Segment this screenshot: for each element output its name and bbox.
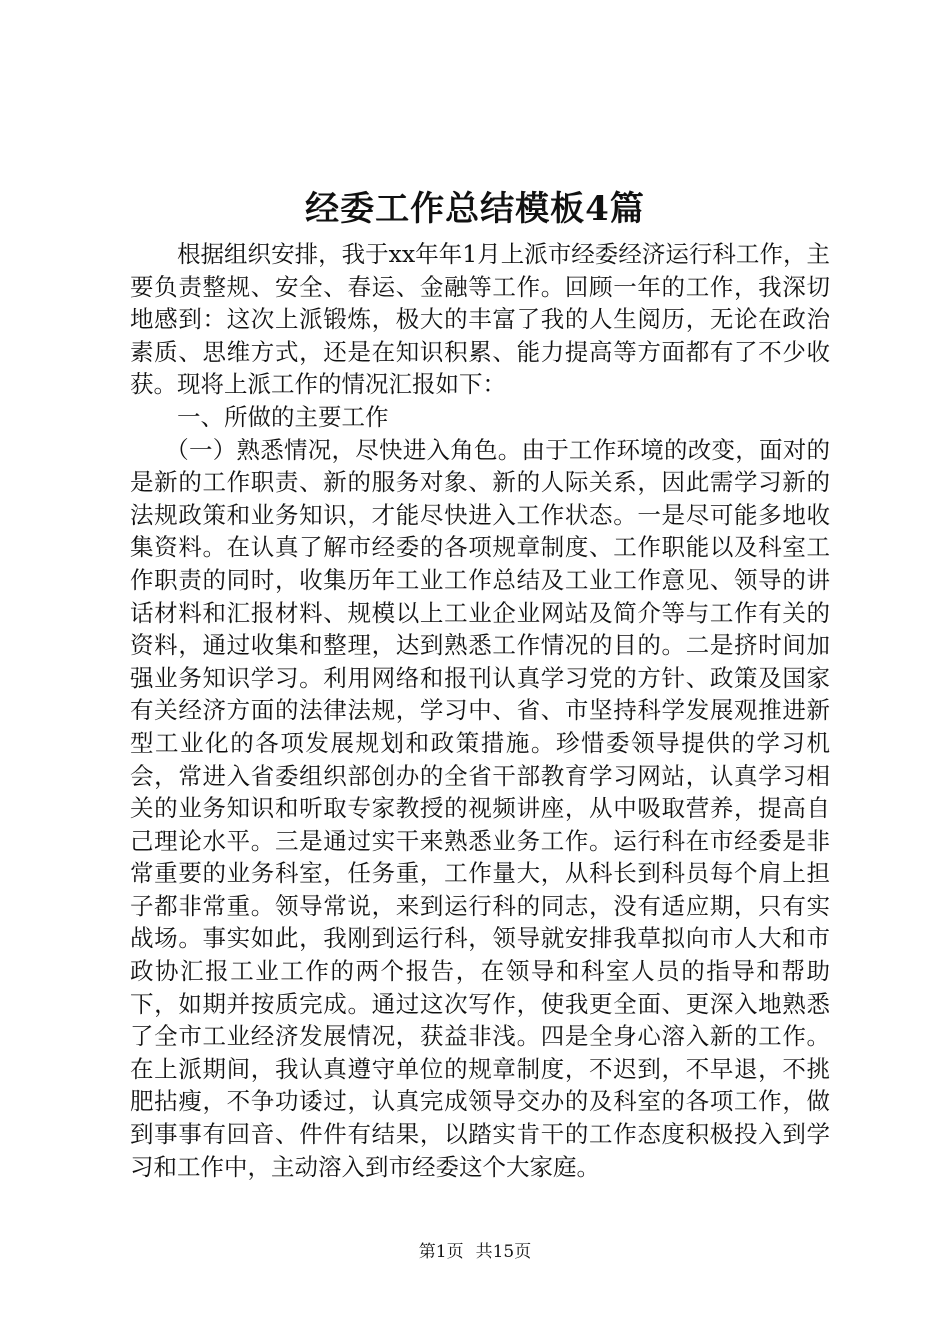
page-total: 共15页 bbox=[475, 1242, 532, 1262]
intro-paragraph: 根据组织安排，我于xx年年1月上派市经委经济运行科工作，主要负责整规、安全、春运、金融等工作。回顾一年的工作，我深切地感到：这次上派锻炼，极大的丰富了我的人生阅历，无论在政治素质、思维方式，还是在知识积累、能力提高等方面都有了不少收获。现将上派工作的情况汇报如下： bbox=[130, 240, 830, 399]
page-footer bbox=[0, 1240, 950, 1264]
section-heading: 一、所做的主要工作 bbox=[177, 402, 389, 431]
document-body bbox=[130, 238, 830, 1183]
document-title: 经委工作总结模板4篇 bbox=[305, 189, 645, 229]
subsection-paragraph: （一）熟悉情况，尽快进入角色。由于工作环境的改变，面对的是新的工作职责、新的服务对象、新的人际关系，因此需学习新的法规政策和业务知识，才能尽快进入工作状态。一是尽可能多地收集资料。在认真了解市经委的各项规章制度、工作职能以及科室工作职责的同时，收集历年工业工作总结及工业工作意见、领导的讲话材料和汇报材料、规模以上工业企业网站及简介等与工作有关的资料，通过收集和整理，达到熟悉工作情况的目的。二是挤时间加强业务知识学习。利用网络和报刊认真学习党的方针、政策及国家有关经济方面的法律法规，学习中、省、市坚持科学发展观推进新型工业化的各项发展规划和政策措施。珍惜委领导提供的学习机会，常进入省委组织部创办的全省干部教育学习网站，认真学习相关的业务知识和听取专家教授的视频讲座，从中吸取营养，提高自己理论水平。三是通过实干来熟悉业务工作。运行科在市经委是非常重要的业务科室，任务重，工作量大，从科长到科员每个肩上担子都非常重。领导常说，来到运行科的同志，没有适应期，只有实战场。事实如此，我刚到运行科，领导就安排我草拟向市人大和市政协汇报工业工作的两个报告，在领导和科室人员的指导和帮助下，如期并按质完成。通过这次写作，使我更全面、更深入地熟悉了全市工业经济发展情况，获益非浅。四是全身心溶入新的工作。在上派期间，我认真遵守单位的规章制度，不迟到，不早退，不挑肥拈瘦，不争功诿过，认真完成领导交办的及科室的各项工作，做到事事有回音、件件有结果，以踏实肯干的工作态度积极投入到学习和工作中，主动溶入到市经委这个大家庭。 bbox=[130, 435, 830, 1181]
page-number: 第1页 bbox=[418, 1242, 464, 1262]
